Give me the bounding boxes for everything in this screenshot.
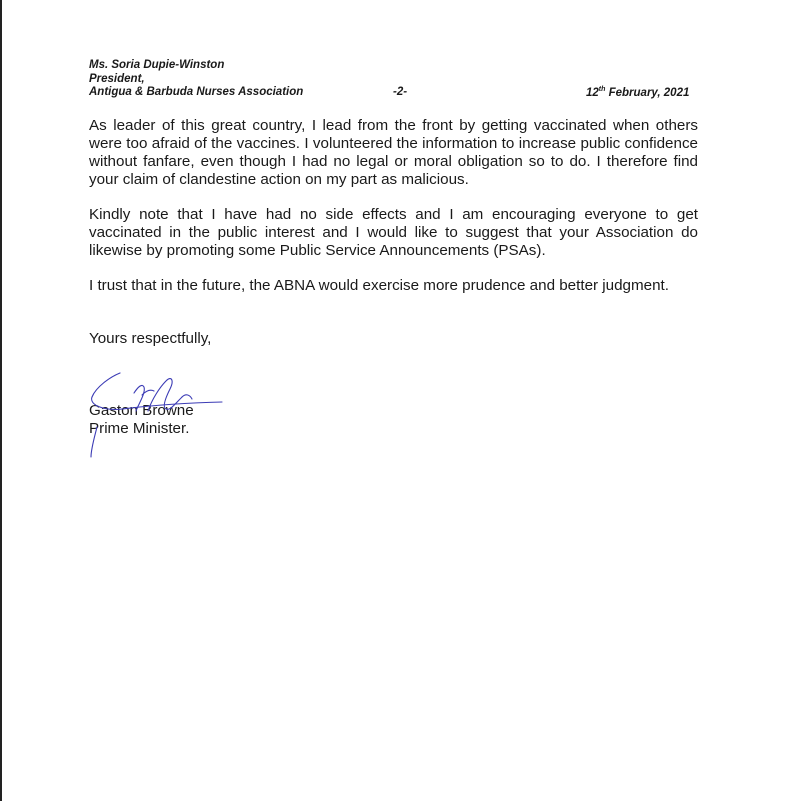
page-number: -2- [393,86,408,98]
letter-date [586,86,689,99]
closing-salutation: Yours respectfully, [89,330,212,347]
body-paragraph-2: Kindly note that I have had no side effects and I am encouraging everyone to get vaccinated in the public interest and I would like to suggest that your Association do likewise by promoting some Public Service Announcements (PSAs). [89,206,698,259]
date-suffix: th [598,86,606,93]
recipient-name: Ms. Soria Dupie-Winston [89,59,225,71]
date-rest: February, 2021 [605,86,690,99]
recipient-title: President, [89,73,145,85]
body-paragraph-3: I trust that in the future, the ABNA would exercise more prudence and better judgment. [89,277,669,294]
signer-title: Prime Minister. [89,420,190,437]
handwritten-signature [82,365,232,465]
body-paragraph-1: As leader of this great country, I lead from the front by getting vaccinated when others were too afraid of the vaccines. I volunteered the information to increase public confidence without fanfare, even though I had no legal or moral obligation so to do. I therefore find your claim of clandestine action on my part as malicious. [89,117,698,188]
signer-name: Gaston Browne [89,402,194,419]
date-day: 12 [586,86,599,99]
recipient-organization: Antigua & Barbuda Nurses Association [89,86,304,98]
page-left-border [0,0,2,801]
